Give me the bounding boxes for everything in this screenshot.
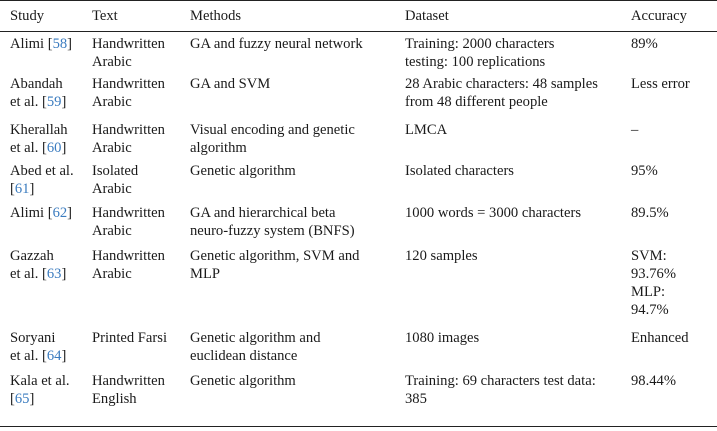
dataset-cell: Isolated characters [405, 162, 514, 179]
accuracy-cell: – [631, 121, 639, 138]
text-cell: Handwritten English [86, 369, 183, 427]
text-cell: Handwritten Arabic [92, 204, 165, 239]
reference-link[interactable]: 62 [52, 204, 68, 221]
text-cell: Isolated Arabic [92, 162, 139, 197]
methods-cell: Genetic algorithm [183, 369, 394, 427]
reference-link[interactable]: 61 [14, 180, 30, 197]
table-row [0, 244, 717, 326]
study-name: Soryani et al. [ [10, 329, 56, 364]
study-cell [0, 244, 86, 326]
study-bracket: ] [61, 347, 67, 364]
study-cell [0, 326, 86, 369]
table-row [0, 159, 717, 201]
methods-cell: GA and SVM [190, 75, 271, 92]
methods-cell: Genetic algorithm, SVM and MLP [190, 247, 360, 282]
study-cell [0, 72, 86, 118]
study-cell [0, 118, 86, 159]
reference-link[interactable]: 58 [52, 36, 68, 52]
text-cell: Handwritten Arabic [92, 36, 165, 70]
table-row [0, 32, 717, 72]
accuracy-cell: 98.44% [622, 369, 717, 427]
methods-cell: GA and fuzzy neural network [190, 36, 363, 52]
dataset-cell: 28 Arabic characters: 48 samples from 48 different people [405, 75, 598, 110]
study-name: Kala et al. [ [10, 372, 70, 407]
table-row [0, 72, 717, 118]
text-cell: Handwritten Arabic [92, 75, 165, 110]
study-bracket: ] [61, 139, 67, 156]
table-row [0, 118, 717, 159]
reference-link[interactable]: 59 [46, 93, 62, 110]
reference-link[interactable]: 63 [46, 265, 62, 282]
text-cell: Handwritten Arabic [92, 247, 165, 282]
study-bracket: ] [67, 36, 73, 52]
dataset-cell: Training: 2000 characters testing: 100 replications [405, 36, 555, 70]
table-row [0, 369, 717, 427]
text-cell: Handwritten Arabic [92, 121, 165, 156]
header-row [0, 1, 717, 32]
reference-link[interactable]: 60 [46, 139, 62, 156]
table-row [0, 326, 717, 369]
study-bracket: ] [29, 180, 35, 197]
study-name: Alimi [ [10, 204, 53, 221]
accuracy-cell: SVM: 93.76% MLP: 94.7% [631, 247, 676, 318]
table-header [0, 1, 717, 32]
study-cell [0, 369, 86, 427]
study-name: Gazzah et al. [ [10, 247, 54, 282]
text-cell: Printed Farsi [92, 329, 167, 346]
accuracy-cell: 89.5% [631, 204, 669, 221]
methods-cell: Visual encoding and genetic algorithm [190, 121, 355, 156]
header-dataset: Dataset [394, 1, 622, 32]
dataset-cell: 120 samples [405, 247, 478, 264]
header-study: Study [0, 1, 86, 32]
study-bracket: ] [29, 390, 35, 407]
reference-link[interactable]: 65 [14, 390, 30, 407]
dataset-cell: LMCA [405, 121, 448, 138]
dataset-cell: Training: 69 characters test data: 385 [394, 369, 622, 427]
study-bracket: ] [61, 93, 67, 110]
dataset-cell: 1080 images [405, 329, 480, 346]
header-methods: Methods [183, 1, 394, 32]
study-bracket: ] [61, 265, 67, 282]
study-name: Abed et al. [ [10, 162, 74, 197]
table-body [0, 32, 717, 427]
study-name: Alimi [ [10, 36, 53, 52]
accuracy-cell: Enhanced [631, 329, 689, 346]
header-text: Text [86, 1, 183, 32]
accuracy-cell: 95% [631, 162, 658, 179]
study-cell [0, 32, 86, 72]
study-bracket: ] [67, 204, 73, 221]
accuracy-cell: Less error [631, 75, 690, 92]
study-cell [0, 159, 86, 201]
study-name: Kherallah et al. [ [10, 121, 68, 156]
accuracy-cell: 89% [631, 36, 658, 52]
table-row [0, 201, 717, 244]
study-name: Abandah et al. [ [10, 75, 63, 110]
reference-link[interactable]: 64 [46, 347, 62, 364]
dataset-cell: 1000 words = 3000 characters [405, 204, 582, 221]
methods-cell: GA and hierarchical beta neuro-fuzzy system (BNFS) [190, 204, 355, 239]
study-cell [0, 201, 86, 244]
methods-cell: Genetic algorithm and euclidean distance [190, 329, 321, 364]
methods-cell: Genetic algorithm [190, 162, 296, 179]
header-accuracy: Accuracy [622, 1, 717, 32]
